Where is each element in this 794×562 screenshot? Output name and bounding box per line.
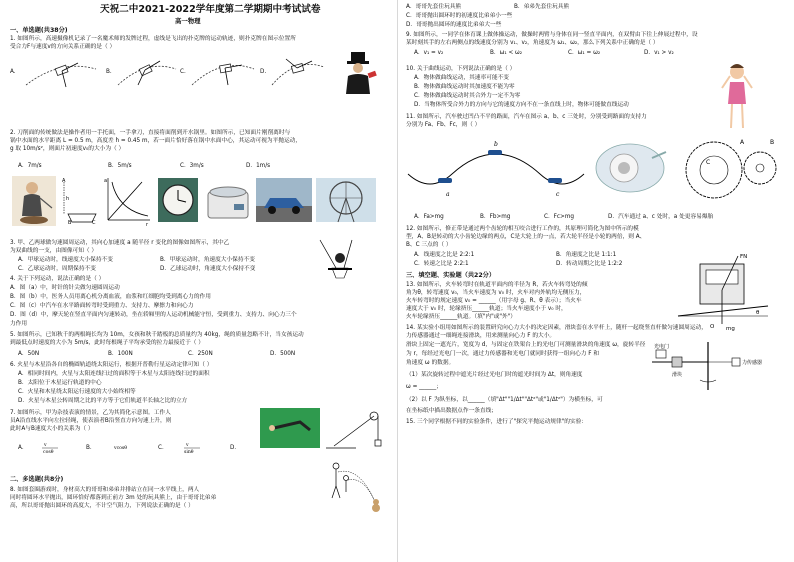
q8-line: 同时将圆环水平抛出，圆环恰好都落到正前方 3m 处的玩具熊上，由于哥哥比弟弟	[10, 495, 217, 501]
q3-line: 3. 甲、乙两球做匀速圆周运动，其向心加速度 a 随半径 r 变化的图像如图所示，其中乙	[10, 240, 230, 246]
force-label-fn: FN	[740, 254, 748, 260]
q3-option-a: A．甲球运动时，线速度大小保持不变	[18, 257, 113, 263]
magician-picture	[338, 50, 380, 94]
q5-option-b: B．100N	[108, 351, 133, 357]
q12-option-d: D．转动周期之比是 1:2:2	[556, 261, 623, 267]
q12-line: 12. 如图所示，修正带是通过两个齿轮的相互咬合进行工作的，其原理可简化为图中所示的模	[406, 226, 639, 232]
q7-option-c: C．	[158, 445, 168, 451]
q5-line: 5. 如图所示，已知秋千的两根绳长均为 10m，女孩和秋千踏板的总质量约为 40kg，绳的质量忽略不计，当女孩运动	[10, 332, 304, 338]
q1-option-d: D.	[260, 69, 267, 75]
q1-line: 1. 如图所示，高速摄像机记录了一名魔术师的发牌过程，虚线是飞出的扑克牌的运动轨迹，则扑克牌在图示位置所	[10, 36, 296, 42]
q8-line: 高，所以哥哥抛出圆环的高度大，不计空气阻力，下列说法正确的是（ ）	[10, 503, 194, 509]
q12-option-a: A．线速度之比是 2:2:1	[414, 252, 475, 258]
q13-line: 速度大于 v₀ 时，轮缘挤压______轨道；当火车速度小于 v₀ 时，	[406, 306, 567, 312]
q10-stem: 10. 关于曲线运动，下列说法正确的是（ ）	[406, 66, 516, 72]
q12-line: B、C 三点的（ ）	[406, 242, 452, 248]
q13-line: 火车轮缘挤压______轨道。（填"内"或"外"）	[406, 314, 516, 320]
q8-option-a: A．哥哥先套住玩具熊	[406, 4, 462, 10]
gear-label-b: B	[770, 139, 775, 146]
q2-option-d: D．1m/s	[246, 163, 271, 169]
q8-option-c: C．哥哥抛出圆环时的初速度比弟弟小一些	[406, 13, 513, 19]
swing-girl-picture	[308, 238, 372, 282]
q12-option-b: B．角速度之比是 1:1:1	[556, 252, 617, 258]
q1-line: 受合力F与速度v的方向关系正确的是（ ）	[10, 44, 116, 50]
q2-line: 2. 刀削面的传统做法是操作者用一手托面，一手拿刀，直接将面削到开水锅里。如图所示，已知面片刚削离时与	[10, 130, 291, 136]
car-at-c	[548, 178, 562, 183]
q4-stem: 4. 关于下列运动，说法正确的是（ ）	[10, 276, 105, 282]
q13-line: 火车转弯时的规定速度 v₀ = ______（用字母 g、R、θ 表示）；当火车	[406, 298, 582, 304]
q9-option-c: C．ω₁ = ω₂	[568, 50, 601, 56]
photogate-label: 光电门	[654, 344, 670, 350]
q2-line: 锅中水面的水平距离 L = 0.5 m，高度差 h = 0.45 m，若一面片恰好落在锅中水面中心，其运动可视为平抛运动，	[10, 138, 302, 144]
q14-part1: （1）某次旋转过程中遮光片经过光电门时的遮光时间为 Δt，则角速度	[406, 372, 583, 378]
car-turning-picture	[256, 178, 312, 222]
q7-option-formulas	[44, 440, 244, 454]
q5-option-d: D．500N	[270, 351, 296, 357]
q10-option-b: B．物体做曲线运动时其加速度不能为零	[414, 84, 515, 90]
q10-option-a: A．物体做曲线运动，其速率可能不变	[414, 75, 509, 81]
train-curve-force-diagram	[672, 250, 776, 332]
acrobat-picture	[260, 408, 320, 448]
q7-option-b: B．	[86, 445, 96, 451]
exam-subject: 高一物理	[175, 17, 201, 25]
q6-option-a: A．相同时间内，火星与太阳连线扫过的面积等于木星与太阳连线扫过的面积	[18, 371, 210, 377]
q5-option-c: C．250N	[188, 351, 213, 357]
svg-text:a: a	[104, 178, 108, 184]
force-sensor-label: 力传感器	[742, 360, 763, 366]
q2-label-h: h	[66, 196, 70, 202]
q6-option-c: C．火星和木星绕太阳运行速度的大小始终相等	[18, 389, 136, 395]
q10-option-d: D．当物体所受合外力的方向与它的速度方向不在一条直线上时，物体可能做直线运动	[414, 102, 629, 108]
svg-text:sinθ: sinθ	[184, 450, 194, 455]
q3-option-c: C．乙球运动时，周期保持不变	[18, 266, 96, 272]
q3-option-d: D．乙球运动时，角速度大小保持不变	[160, 266, 256, 272]
q1-card-diagram-b	[116, 55, 178, 91]
q8-option-b: B．弟弟先套住玩具熊	[514, 4, 570, 10]
q9-line: 9. 如图所示，一同学在体育课上做体操运动，做操时两臂与身体在同一竖直平面内，在双臂由下往上伸展过程中，设	[406, 32, 698, 38]
gear-label-c: C	[706, 159, 711, 166]
ferris-wheel-picture	[316, 178, 376, 222]
correction-tape-picture	[594, 140, 668, 196]
q7-line: 此时A与B速度大小的关系为（ ）	[10, 426, 94, 432]
svg-text:vcosθ: vcosθ	[114, 446, 128, 451]
q2-line: g 取 10m/s²，则面片初速度v₀的大小为（ ）	[10, 146, 125, 152]
centripetal-force-apparatus	[648, 340, 784, 392]
q3-option-b: B．甲球运动时，角速度大小保持不变	[160, 257, 255, 263]
q5-line: 到最低点时速度的大小为 5m/s，此时每根绳子平均承受的拉力最接近于（ ）	[10, 340, 204, 346]
clock-picture	[158, 178, 198, 222]
exam-title: 天祝二中2021-2022学年度第二学期期中考试试卷	[100, 4, 321, 15]
noodle-chef-picture	[12, 176, 56, 226]
q1-option-b: B.	[106, 69, 112, 75]
force-label-mg: mg	[726, 326, 735, 332]
q2-label-b: B	[68, 220, 72, 226]
q14-line: 为 r，每经过光电门一次，通过力传感器和光电门就同时获得一组向心力 F 和	[406, 351, 600, 357]
q8-option-d: D．哥哥抛出圆环的速度比弟弟大一些	[406, 22, 502, 28]
q11-line: 11. 如图所示，汽车驶过凹凸不平的路面，汽车在图示 a、b、c 三处时，分别受到路面的支持力	[406, 114, 647, 120]
q1-card-diagram-d	[270, 55, 326, 91]
q6-option-b: B．太阳位于木星运行轨道的中心	[18, 380, 102, 386]
point-label-o: O	[710, 324, 715, 330]
q2-option-c: C．3m/s	[180, 163, 204, 169]
left-column	[8, 0, 390, 562]
q4-option-a: A．图（a）中，时针的针尖做匀速圆周运动	[10, 285, 120, 291]
svg-text:v: v	[44, 443, 47, 448]
q11-option-a: A．Fa>mg	[414, 214, 444, 220]
q7-option-a: A．	[18, 445, 28, 451]
q2-option-a: A．7m/s	[18, 163, 42, 169]
q4-option-d-cont: 力作用	[10, 321, 28, 327]
q11-label-a: a	[446, 191, 450, 198]
q9-line: 某时刻其手的左右两侧点的线速度分别为 v₁、v₂，角速度为 ω₁、ω₂，那么下列关系中正确的是（ ）	[406, 40, 659, 46]
q6-option-d: D．火星与木星公转周期之比的平方等于它们轨道半长轴之比的立方	[18, 398, 188, 404]
svg-text:v: v	[186, 443, 189, 448]
q14-line: 角速度 ω 的数据。	[406, 360, 455, 366]
q1-card-diagram-a	[22, 55, 100, 91]
q7-line: 员A沿直线水平向左拉轻绳，使表演者B沿竖直方向匀速上升，则	[10, 418, 172, 424]
center-fold	[397, 0, 398, 562]
q14-line: 力传感器通过一细绳连接滑块，用来测量向心力 F 的大小。	[406, 333, 556, 339]
q12-gear-diagram	[680, 132, 784, 204]
q9-option-d: D．v₁ > v₂	[644, 50, 674, 56]
q5-option-a: A．50N	[18, 351, 40, 357]
rope-pulley-diagram	[326, 406, 384, 450]
right-column	[404, 0, 786, 562]
q6-stem: 6. 火星与木星沿各自的椭圆轨道绕太阳运行，根据开普勒行星运动定律可知（ ）	[10, 362, 213, 368]
gear-label-a: A	[740, 139, 745, 146]
car-at-b	[488, 150, 502, 155]
centrifuge-picture	[204, 178, 252, 222]
svg-text:cosθ: cosθ	[43, 450, 54, 455]
q4-option-d: D．图（d）中，摩天轮在竖直平面内匀速转动，坐在轿厢里的人运动机械能守恒，受到重力、支持力、向心力三个	[10, 312, 297, 318]
q3-accel-radius-graph	[102, 176, 152, 228]
q9-option-a: A．v₁ = v₂	[414, 50, 444, 56]
q7-option-d: D．	[230, 445, 241, 451]
q2-pot-diagram	[60, 176, 100, 226]
q7-line: 7. 如图所示，甲为杂技表演的情景，乙为其简化示意图。工作人	[10, 410, 171, 416]
slider-label: 滑块	[672, 372, 683, 378]
q1-option-a: A.	[10, 69, 16, 75]
svg-text:r: r	[146, 222, 149, 228]
q9-option-b: B．ω₁ < ω₂	[490, 50, 523, 56]
section-single-choice: 一、单选题(共38分)	[10, 27, 68, 34]
q11-line: 分别为 Fa、Fb、Fc，则（ ）	[406, 122, 481, 128]
car-at-a	[438, 178, 452, 183]
q11-option-c: C．Fc>mg	[544, 214, 574, 220]
q1-option-c: C.	[180, 69, 186, 75]
q11-label-c: c	[556, 191, 560, 198]
q13-line: 角为θ，转弯速度 v₀，当火车速度为 v₀ 时，火车对内外轨均无侧压力，	[406, 290, 586, 296]
q8-line: 8. 如图套圈游戏时，身材高大的哥哥和弟弟并排站立在同一水平线上，两人	[10, 487, 200, 493]
q14-line: 滑块上固定一遮光片，宽度为 d，与固定在铁架台上的光电门可测量滑块的角速度 ω，旋转半径	[406, 342, 646, 348]
q4-option-c: C．图（c）中汽车在水平路面转弯时受到重力、支持力、摩擦力和向心力	[10, 303, 194, 309]
q14-line: 14. 某实验小组用如图所示的装置研究向心力大小的决定因素，滑块套在水平杆上，随杆一起绕竖直杆做匀速圆周运动，	[406, 325, 707, 331]
q11-option-b: B．Fb>mg	[480, 214, 511, 220]
q14-part2: （2）以 F 为纵坐标，以______（填"Δt""1/Δt""Δt²"或"1/Δt²"）为横坐标，可	[406, 397, 603, 403]
q12-line: 型，A、B是转动的大小齿轮边缘的两点，C是大轮上的一点，若大轮半径是小轮的两倍，则 A、	[406, 234, 646, 240]
section-experiment: 三、填空题、实验题（共22分）	[406, 272, 496, 279]
q4-option-b: B．图（b）中，医务人员用离心机分离血液，血浆和红细胞均受到离心力的作用	[10, 294, 211, 300]
q1-card-diagram-c	[190, 55, 256, 91]
q14-part2-cont: 在坐标纸中描出数据点作一条直线；	[406, 408, 497, 414]
q11-option-d: D．汽车通过 a、c 处时，a 处更容易爆胎	[608, 214, 714, 220]
q11-bumpy-road-diagram	[408, 134, 586, 204]
exercising-girl-picture	[716, 56, 758, 134]
q13-line: 13. 如图所示，火车转弯时在轨道平面内的半径为 R，若火车转弯处的倾	[406, 282, 588, 288]
q2-label-c: C	[92, 220, 96, 226]
angle-label: θ	[756, 310, 760, 316]
ring-toss-picture	[324, 456, 386, 520]
q10-option-c: C．物体做曲线运动时其合外力一定不为零	[414, 93, 521, 99]
section-multiple-choice: 二、多选题(共8分)	[10, 476, 64, 483]
q2-label-a: A	[62, 178, 66, 184]
q15-line: 15. 三个同学根据不同的实验条件，进行了"探究平抛运动规律"的实验：	[406, 419, 588, 425]
q3-line: 为双曲线的一支，由图像可知（ ）	[10, 248, 98, 254]
q11-label-b: b	[494, 141, 498, 148]
q2-option-b: B．5m/s	[108, 163, 132, 169]
q12-option-c: C．转速之比是 2:2:1	[414, 261, 469, 267]
q14-part1-blank: ω = ______；	[406, 384, 442, 390]
